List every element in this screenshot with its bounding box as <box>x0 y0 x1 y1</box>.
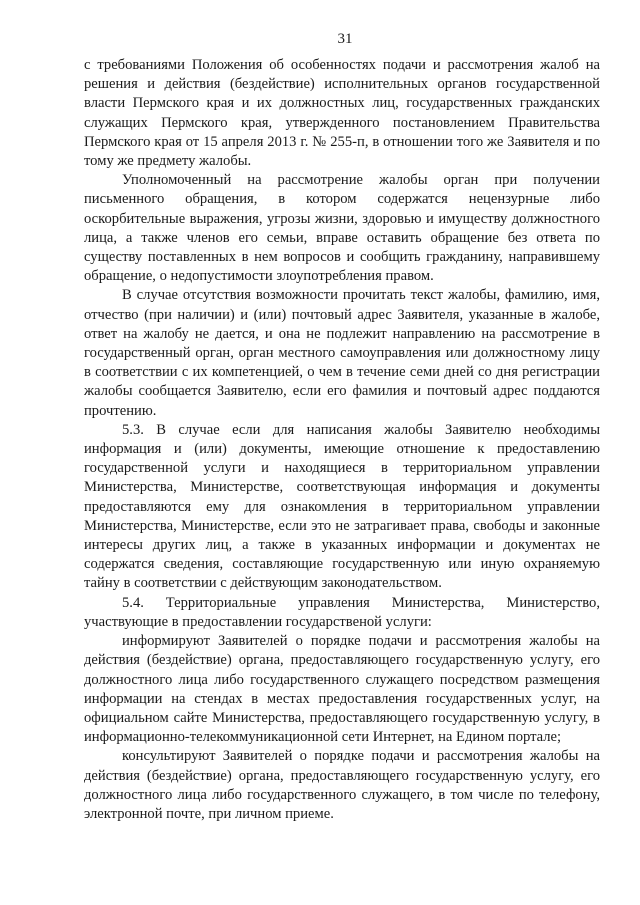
paragraph-inform-applicants: информируют Заявителей о порядке подачи и рассмотрения жалобы на действия (бездействие) органа, предоставляющего государственную услугу, его должностного лица либо государственного служащего посредством размещения информации на стендах в местах предоставления государственных услуг, на официальном сайте Министерства, предоставляющего государственную услугу, в информационно-телекоммуникационной сети Интернет, на Едином портале; <box>84 633 600 746</box>
paragraph-5-4-territorial-offices: 5.4. Территориальные управления Министерства, Министерство, участвующие в предоставлении государственой услуги: <box>84 594 600 630</box>
paragraph-obscene-complaint: Уполномоченный на рассмотрение жалобы орган при получении письменного обращения, в котором содержатся нецензурные либо оскорбительные выражения, угрозы жизни, здоровью и имуществу должностного лица, а также членов его семьи, вправе оставить обращение без ответа по существу поставленных в нем вопросов и сообщить гражданину, направившему обращение, о недопустимости злоупотребления правом. <box>84 172 600 285</box>
paragraph-unreadable-complaint: В случае отсутствия возможности прочитать текст жалобы, фамилию, имя, отчество (при наличии) и (или) почтовый адрес Заявителя, указанные в жалобе, ответ на жалобу не дается, и она не подлежит направлению на рассмотрение в государственный орган, орган местного самоуправления или должностному лицу в соответствии с их компетенцией, о чем в течение семи дней со дня регистрации жалобы сообщается Заявителю, если его фамилия и почтовый адрес поддаются прочтению. <box>84 287 600 419</box>
page-number: 31 <box>337 31 353 47</box>
paragraph-5-3-documents: 5.3. В случае если для написания жалобы Заявителю необходимы информация и (или) документы, имеющие отношение к предоставлению государственной услуги и находящиеся в территориальном управлении Министерства, Министерстве, соответствующая информация и документы предоставляются ему для ознакомления в территориальном управлении Министерства, Министерстве, если это не затрагивает права, свободы и законные интересы других лиц, а также в указанных информации и документах не содержатся сведения, составляющие государственную или иную охраняемую тайну в соответствии с действующим законодательством. <box>84 421 600 592</box>
paragraph-consult-applicants: консультируют Заявителей о порядке подачи и рассмотрения жалобы на действия (бездействие) органа, предоставляющего государственную услугу, его должностного лица либо государственного служащего, в том числе по телефону, электронной почте, при личном приеме. <box>84 748 600 822</box>
paragraph-complaint-requirements: с требованиями Положения об особенностях подачи и рассмотрения жалоб на решения и действия (бездействие) исполнительных органов государственной власти Пермского края и их должностных лиц, государственных гражданских служащих Пермского края, утвержденного постановлением Правительства Пермского края от 15 апреля 2013 г. № 255-п, в отношении того же Заявителя и по тому же предмету жалобы. <box>84 57 600 170</box>
